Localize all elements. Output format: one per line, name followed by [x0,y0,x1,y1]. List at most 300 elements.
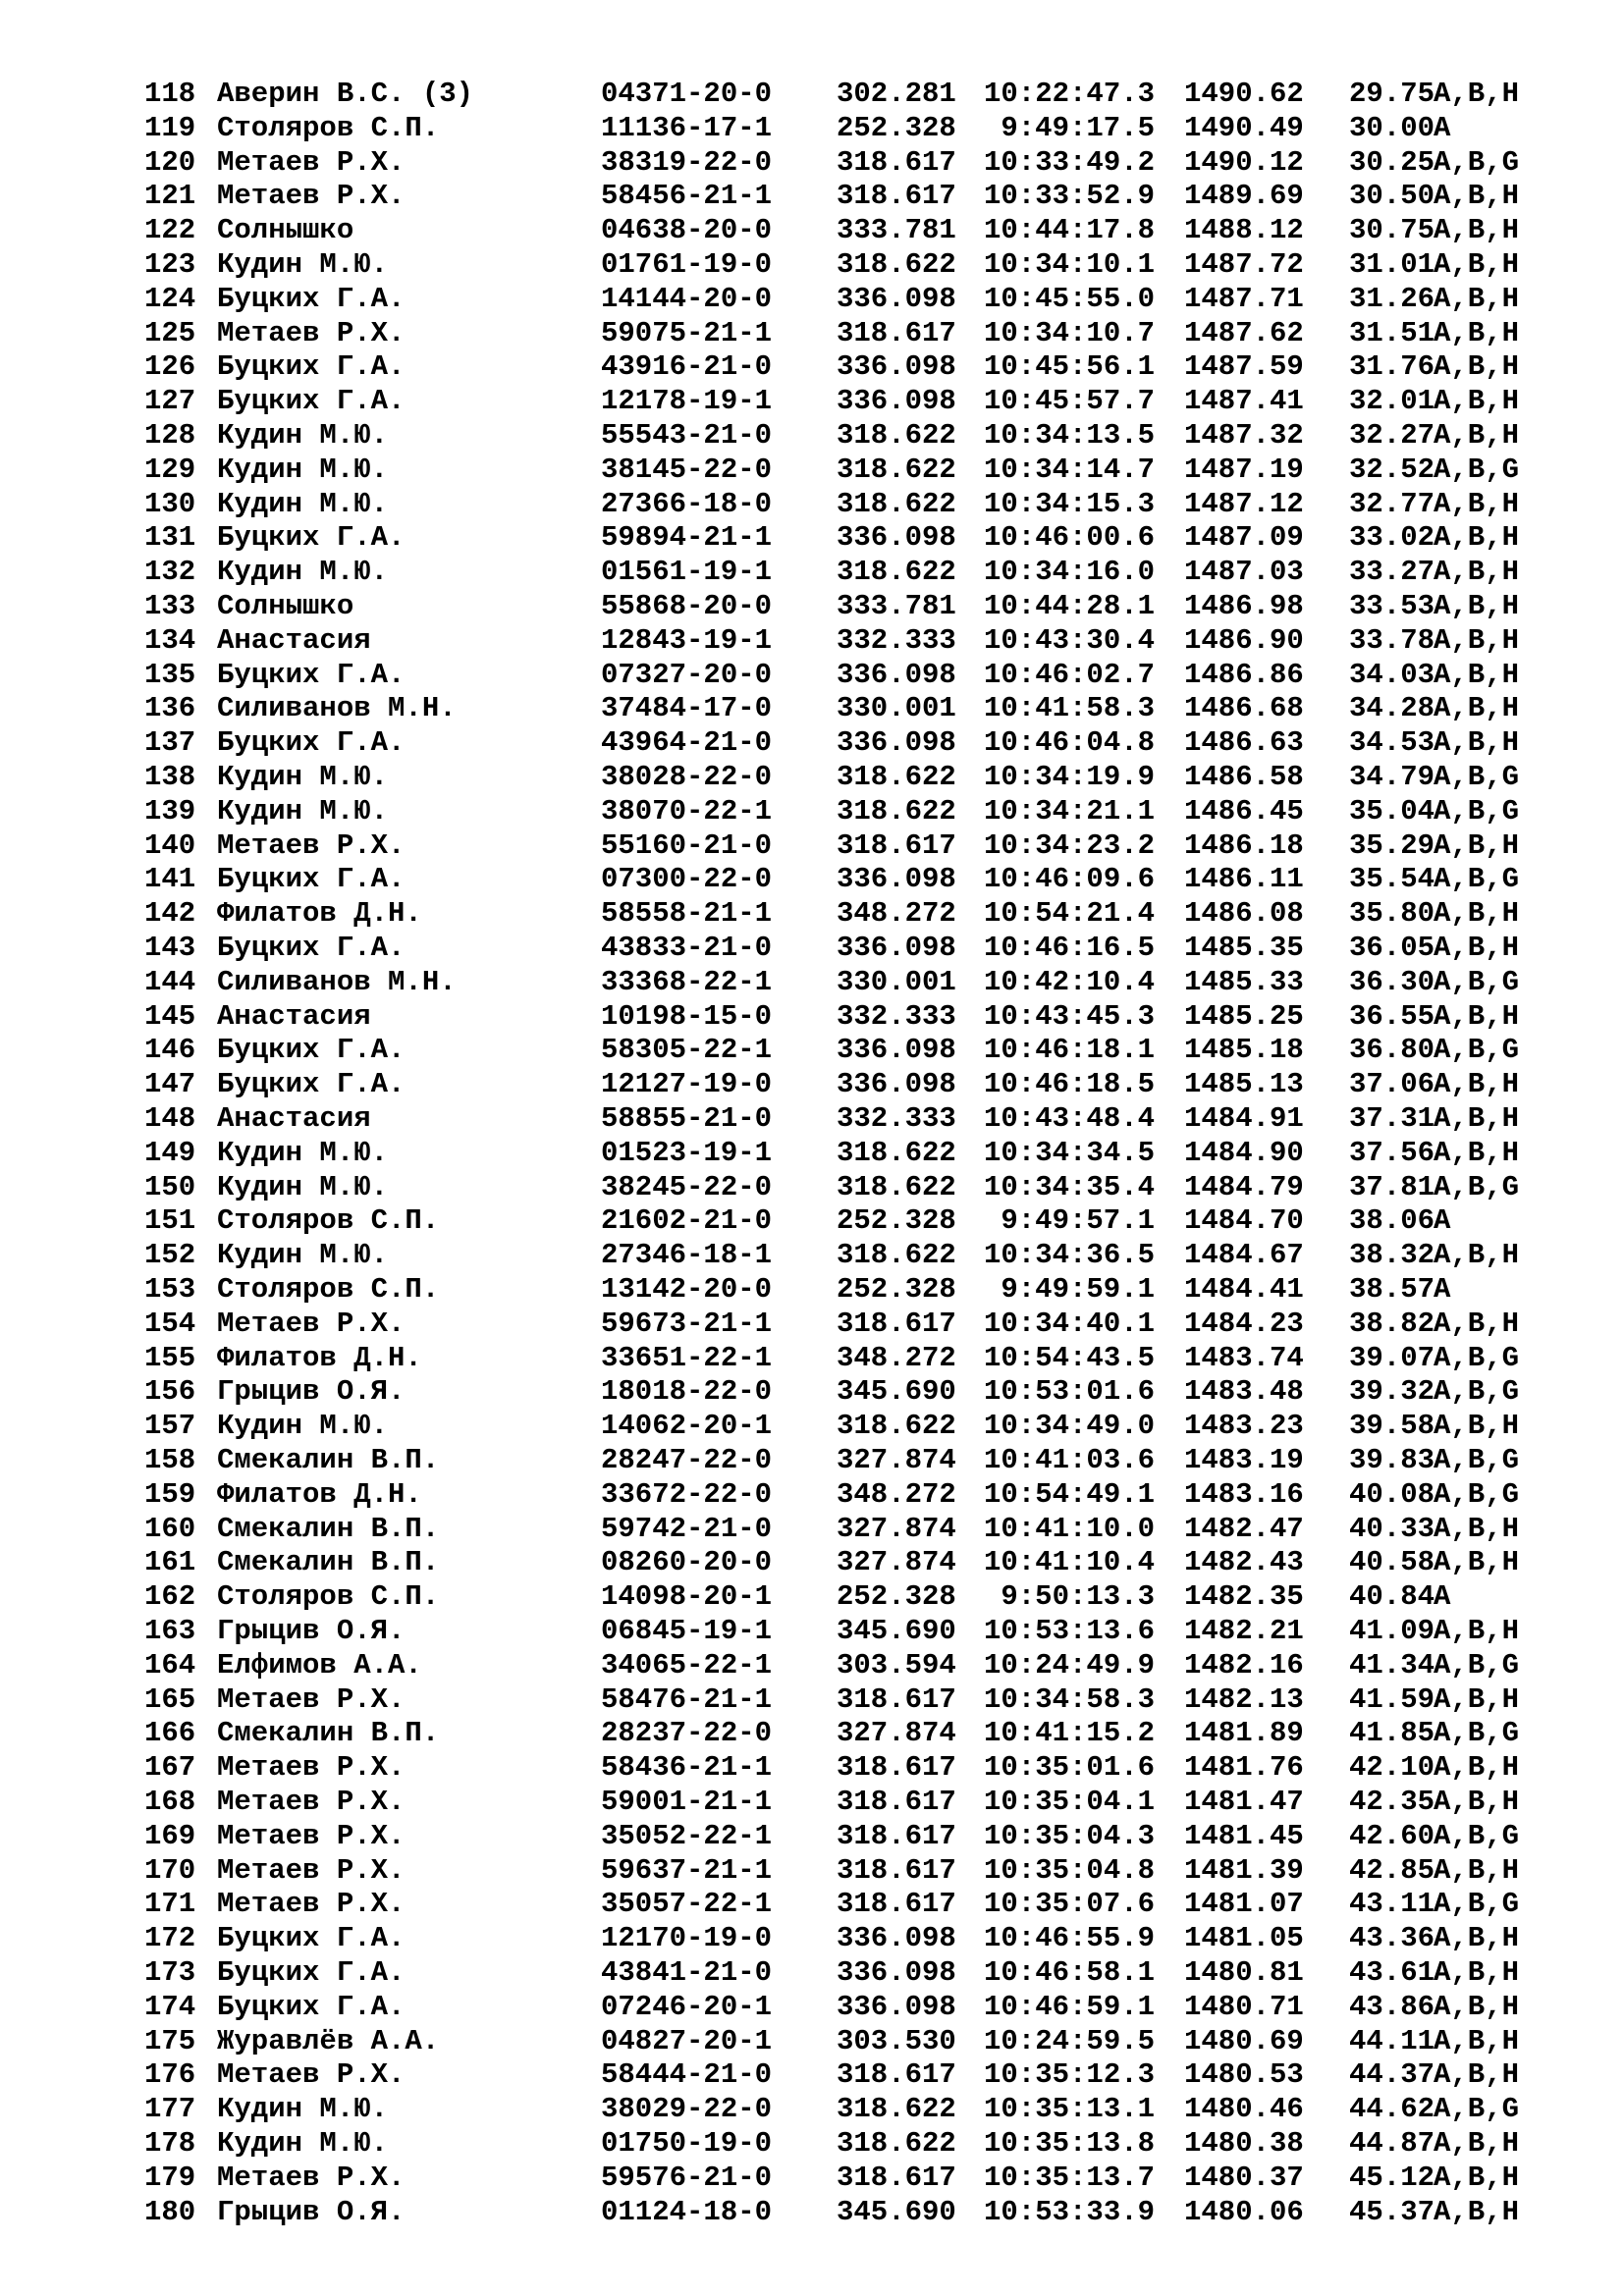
cell-distance: 332.333 [837,1102,956,1135]
cell-flags: A,B,G [1434,453,1520,486]
cell-speed: 1487.32 [1184,419,1304,452]
cell-name: Кудин М.Ю. [217,1239,389,1272]
cell-flags: A,B,H [1434,999,1520,1033]
cell-id: 38070-22-1 [601,794,773,828]
cell-flags: A,B,G [1434,1477,1520,1511]
cell-flags: A,B,G [1434,965,1520,998]
cell-name: Буцких Г.А. [217,1922,406,1955]
cell-name: Метаев Р.Х. [217,1682,406,1716]
cell-speed: 1486.90 [1184,623,1304,657]
table-row [0,761,1624,795]
cell-name: Буцких Г.А. [217,385,406,418]
cell-id: 28247-22-0 [601,1444,773,1476]
cell-id: 18018-22-0 [601,1375,773,1409]
cell-distance: 336.098 [837,350,956,384]
table-row [0,1751,1624,1786]
cell-distance: 318.617 [837,1786,956,1818]
cell-speed: 1481.45 [1184,1819,1304,1852]
cell-points: 40.33 [1349,1512,1435,1545]
cell-name: Смекалин В.П. [217,1512,440,1545]
cell-points: 39.83 [1349,1444,1435,1476]
cell-id: 01561-19-1 [601,556,773,589]
table-row [0,385,1624,419]
cell-speed: 1485.33 [1184,965,1304,998]
cell-points: 39.32 [1349,1375,1435,1409]
cell-name: Грыцив О.Я. [217,1375,406,1409]
cell-speed: 1480.81 [1184,1956,1304,1989]
cell-distance: 318.622 [837,487,956,520]
cell-name: Филатов Д.Н. [217,897,422,931]
table-row [0,726,1624,761]
cell-id: 35057-22-1 [601,1888,773,1921]
cell-points: 33.53 [1349,590,1435,622]
cell-name: Буцких Г.А. [217,1068,406,1101]
cell-distance: 330.001 [837,692,956,725]
cell-speed: 1481.89 [1184,1717,1304,1750]
cell-points: 37.81 [1349,1170,1435,1203]
cell-name: Столяров С.П. [217,111,440,144]
cell-distance: 336.098 [837,726,956,760]
cell-time: 10:53:01.6 [984,1375,1156,1409]
cell-id: 58558-21-1 [601,897,773,931]
cell-distance: 318.617 [837,1751,956,1785]
cell-points: 42.85 [1349,1853,1435,1887]
cell-time: 10:46:58.1 [984,1956,1156,1989]
cell-distance: 318.617 [837,316,956,349]
cell-place: 129 [144,453,196,486]
cell-place: 120 [144,145,196,179]
cell-time: 10:24:59.5 [984,2024,1156,2057]
cell-points: 42.60 [1349,1819,1435,1852]
cell-place: 173 [144,1956,196,1989]
cell-time: 10:43:48.4 [984,1102,1156,1135]
cell-place: 179 [144,2161,196,2194]
cell-flags: A,B,G [1434,1341,1520,1374]
cell-time: 10:22:47.3 [984,78,1156,110]
cell-distance: 336.098 [837,863,956,896]
cell-speed: 1480.38 [1184,2127,1304,2160]
cell-name: Анастасия [217,999,371,1033]
table-row [0,1204,1624,1239]
cell-time: 10:41:03.6 [984,1444,1156,1476]
cell-time: 10:43:45.3 [984,999,1156,1033]
table-row [0,1922,1624,1956]
cell-id: 59673-21-1 [601,1307,773,1340]
cell-time: 10:34:34.5 [984,1136,1156,1169]
table-row [0,1410,1624,1444]
cell-distance: 303.594 [837,1648,956,1682]
cell-name: Солнышко [217,214,354,247]
table-row [0,1171,1624,1205]
cell-points: 43.36 [1349,1922,1435,1955]
cell-distance: 327.874 [837,1546,956,1579]
cell-flags: A,B,H [1434,828,1520,862]
cell-place: 144 [144,965,196,998]
cell-place: 141 [144,863,196,896]
cell-time: 10:34:49.0 [984,1410,1156,1443]
cell-place: 133 [144,590,196,622]
cell-name: Кудин М.Ю. [217,419,389,452]
cell-id: 14062-20-1 [601,1410,773,1443]
cell-speed: 1485.13 [1184,1068,1304,1101]
table-row [0,1034,1624,1068]
cell-name: Метаев Р.Х. [217,145,406,179]
cell-flags: A,B,H [1434,1786,1520,1818]
cell-points: 31.01 [1349,248,1435,281]
cell-place: 175 [144,2024,196,2057]
cell-distance: 327.874 [837,1444,956,1476]
table-row [0,78,1624,112]
cell-points: 32.01 [1349,385,1435,418]
cell-place: 121 [144,180,196,213]
cell-distance: 318.622 [837,453,956,486]
cell-place: 150 [144,1170,196,1203]
cell-speed: 1486.08 [1184,897,1304,931]
cell-place: 122 [144,214,196,247]
cell-place: 169 [144,1819,196,1852]
cell-flags: A,B,H [1434,214,1520,247]
cell-distance: 318.617 [837,1682,956,1716]
cell-time: 9:49:17.5 [1001,111,1155,144]
cell-place: 164 [144,1648,196,1682]
cell-flags: A [1434,1204,1451,1238]
table-row [0,1478,1624,1513]
cell-id: 58436-21-1 [601,1751,773,1785]
cell-id: 12127-19-0 [601,1068,773,1101]
cell-id: 33651-22-1 [601,1341,773,1374]
cell-time: 9:49:57.1 [1001,1204,1155,1238]
cell-points: 34.28 [1349,692,1435,725]
cell-distance: 327.874 [837,1512,956,1545]
cell-place: 126 [144,350,196,384]
table-row [0,2127,1624,2162]
cell-time: 10:33:52.9 [984,180,1156,213]
table-row [0,214,1624,248]
cell-time: 10:54:43.5 [984,1341,1156,1374]
cell-speed: 1487.03 [1184,556,1304,589]
table-row [0,350,1624,385]
cell-time: 10:41:15.2 [984,1717,1156,1750]
cell-flags: A,B,G [1434,794,1520,828]
cell-id: 43916-21-0 [601,350,773,384]
table-row [0,1649,1624,1683]
cell-distance: 336.098 [837,1068,956,1101]
cell-time: 10:34:14.7 [984,453,1156,486]
cell-speed: 1489.69 [1184,180,1304,213]
cell-place: 140 [144,828,196,862]
cell-name: Грыцив О.Я. [217,2195,406,2228]
cell-id: 01750-19-0 [601,2127,773,2160]
cell-place: 124 [144,282,196,315]
cell-id: 01761-19-0 [601,248,773,281]
cell-flags: A [1434,111,1451,144]
cell-id: 01523-19-1 [601,1136,773,1169]
cell-flags: A,B,G [1434,1819,1520,1852]
cell-time: 10:45:56.1 [984,350,1156,384]
cell-flags: A,B,G [1434,1034,1520,1067]
cell-place: 123 [144,248,196,281]
cell-id: 59894-21-1 [601,521,773,555]
cell-speed: 1482.16 [1184,1648,1304,1682]
cell-distance: 318.617 [837,1819,956,1852]
cell-time: 10:44:28.1 [984,590,1156,622]
cell-name: Метаев Р.Х. [217,828,406,862]
cell-place: 159 [144,1477,196,1511]
table-row [0,1615,1624,1649]
cell-speed: 1484.41 [1184,1273,1304,1306]
cell-points: 45.37 [1349,2195,1435,2228]
cell-speed: 1486.18 [1184,828,1304,862]
table-row [0,146,1624,181]
cell-place: 149 [144,1136,196,1169]
cell-distance: 318.617 [837,1853,956,1887]
cell-points: 36.05 [1349,932,1435,964]
cell-time: 10:35:07.6 [984,1888,1156,1921]
cell-distance: 336.098 [837,385,956,418]
cell-name: Анастасия [217,623,371,657]
cell-id: 06845-19-1 [601,1615,773,1647]
table-row [0,829,1624,864]
cell-flags: A,B,G [1434,1648,1520,1682]
cell-speed: 1484.79 [1184,1170,1304,1203]
cell-points: 45.12 [1349,2161,1435,2194]
cell-flags: A,B,H [1434,1307,1520,1340]
cell-place: 167 [144,1751,196,1785]
cell-speed: 1490.49 [1184,111,1304,144]
table-row [0,1239,1624,1273]
cell-points: 41.34 [1349,1648,1435,1682]
cell-name: Кудин М.Ю. [217,2127,389,2160]
cell-points: 35.04 [1349,794,1435,828]
cell-points: 42.10 [1349,1751,1435,1785]
cell-distance: 336.098 [837,658,956,691]
cell-id: 21602-21-0 [601,1204,773,1238]
cell-time: 10:34:15.3 [984,487,1156,520]
cell-time: 10:35:12.3 [984,2058,1156,2092]
cell-flags: A,B,G [1434,1375,1520,1409]
table-row [0,2058,1624,2093]
cell-place: 130 [144,487,196,520]
cell-points: 31.26 [1349,282,1435,315]
cell-points: 44.37 [1349,2058,1435,2092]
cell-distance: 336.098 [837,1990,956,2023]
cell-flags: A,B,H [1434,350,1520,384]
cell-time: 10:35:13.7 [984,2161,1156,2194]
cell-name: Кудин М.Ю. [217,1136,389,1169]
cell-flags: A,B,G [1434,1444,1520,1476]
cell-flags: A [1434,1580,1451,1614]
cell-distance: 318.617 [837,1307,956,1340]
cell-speed: 1480.53 [1184,2058,1304,2092]
cell-name: Солнышко [217,590,354,622]
cell-time: 10:54:21.4 [984,897,1156,931]
cell-flags: A,B,H [1434,2127,1520,2160]
cell-time: 10:42:10.4 [984,965,1156,998]
cell-points: 30.50 [1349,180,1435,213]
cell-points: 32.77 [1349,487,1435,520]
cell-points: 30.00 [1349,111,1435,144]
table-row [0,1375,1624,1410]
cell-time: 10:34:36.5 [984,1239,1156,1272]
cell-points: 32.27 [1349,419,1435,452]
cell-place: 154 [144,1307,196,1340]
cell-flags: A,B,H [1434,419,1520,452]
cell-place: 125 [144,316,196,349]
cell-speed: 1484.67 [1184,1239,1304,1272]
cell-id: 04371-20-0 [601,78,773,110]
cell-flags: A,B,H [1434,1990,1520,2023]
cell-time: 10:46:59.1 [984,1990,1156,2023]
table-row [0,2162,1624,2196]
cell-id: 43833-21-0 [601,932,773,964]
cell-distance: 348.272 [837,1341,956,1374]
cell-points: 44.87 [1349,2127,1435,2160]
cell-id: 58456-21-1 [601,180,773,213]
cell-distance: 345.690 [837,1615,956,1647]
cell-distance: 330.001 [837,965,956,998]
cell-flags: A,B,H [1434,487,1520,520]
cell-points: 41.59 [1349,1682,1435,1716]
cell-id: 12170-19-0 [601,1922,773,1955]
cell-speed: 1487.09 [1184,521,1304,555]
cell-id: 38028-22-0 [601,761,773,793]
cell-points: 38.82 [1349,1307,1435,1340]
cell-time: 10:34:19.9 [984,761,1156,793]
cell-points: 43.61 [1349,1956,1435,1989]
cell-name: Кудин М.Ю. [217,761,389,793]
cell-name: Метаев Р.Х. [217,2161,406,2194]
table-row [0,1137,1624,1171]
cell-id: 59742-21-0 [601,1512,773,1545]
cell-points: 43.86 [1349,1990,1435,2023]
cell-name: Филатов Д.Н. [217,1477,422,1511]
cell-speed: 1483.23 [1184,1410,1304,1443]
cell-flags: A,B,H [1434,316,1520,349]
cell-name: Метаев Р.Х. [217,1786,406,1818]
cell-points: 35.29 [1349,828,1435,862]
cell-place: 143 [144,932,196,964]
cell-name: Буцких Г.А. [217,282,406,315]
cell-distance: 333.781 [837,214,956,247]
table-row [0,966,1624,1000]
cell-points: 29.75 [1349,78,1435,110]
cell-place: 166 [144,1717,196,1750]
cell-name: Буцких Г.А. [217,863,406,896]
table-row [0,1786,1624,1820]
cell-distance: 336.098 [837,1956,956,1989]
cell-name: Буцких Г.А. [217,521,406,555]
cell-points: 33.02 [1349,521,1435,555]
cell-id: 27366-18-0 [601,487,773,520]
cell-speed: 1480.71 [1184,1990,1304,2023]
cell-name: Смекалин В.П. [217,1546,440,1579]
cell-time: 10:34:40.1 [984,1307,1156,1340]
cell-points: 35.54 [1349,863,1435,896]
cell-time: 10:46:18.1 [984,1034,1156,1067]
cell-place: 139 [144,794,196,828]
cell-speed: 1484.23 [1184,1307,1304,1340]
cell-speed: 1483.74 [1184,1341,1304,1374]
cell-flags: A,B,H [1434,282,1520,315]
cell-time: 10:34:23.2 [984,828,1156,862]
table-row [0,556,1624,590]
cell-distance: 318.622 [837,1136,956,1169]
cell-id: 59075-21-1 [601,316,773,349]
cell-time: 10:43:30.4 [984,623,1156,657]
cell-speed: 1490.12 [1184,145,1304,179]
cell-points: 41.09 [1349,1615,1435,1647]
cell-id: 33368-22-1 [601,965,773,998]
cell-id: 12178-19-1 [601,385,773,418]
cell-place: 158 [144,1444,196,1476]
cell-id: 59001-21-1 [601,1786,773,1818]
cell-place: 132 [144,556,196,589]
cell-speed: 1485.18 [1184,1034,1304,1067]
cell-place: 151 [144,1204,196,1238]
cell-distance: 318.617 [837,2161,956,2194]
cell-speed: 1483.16 [1184,1477,1304,1511]
cell-flags: A,B,H [1434,1239,1520,1272]
cell-time: 10:33:49.2 [984,145,1156,179]
cell-name: Кудин М.Ю. [217,487,389,520]
cell-distance: 327.874 [837,1717,956,1750]
table-row [0,180,1624,214]
cell-place: 168 [144,1786,196,1818]
cell-flags: A,B,H [1434,385,1520,418]
cell-id: 35052-22-1 [601,1819,773,1852]
cell-name: Елфимов А.А. [217,1648,422,1682]
cell-flags: A,B,H [1434,658,1520,691]
cell-points: 36.55 [1349,999,1435,1033]
table-row [0,659,1624,693]
cell-name: Буцких Г.А. [217,726,406,760]
cell-distance: 318.622 [837,248,956,281]
cell-points: 41.85 [1349,1717,1435,1750]
cell-speed: 1486.68 [1184,692,1304,725]
cell-place: 177 [144,2093,196,2126]
cell-distance: 332.333 [837,623,956,657]
cell-place: 128 [144,419,196,452]
cell-place: 147 [144,1068,196,1101]
cell-name: Буцких Г.А. [217,1034,406,1067]
cell-distance: 318.622 [837,761,956,793]
cell-points: 38.06 [1349,1204,1435,1238]
cell-flags: A,B,G [1434,2093,1520,2126]
cell-distance: 336.098 [837,932,956,964]
cell-points: 34.79 [1349,761,1435,793]
cell-place: 148 [144,1102,196,1135]
cell-points: 38.57 [1349,1273,1435,1306]
cell-points: 34.53 [1349,726,1435,760]
cell-time: 10:46:18.5 [984,1068,1156,1101]
cell-time: 10:35:13.8 [984,2127,1156,2160]
cell-id: 01124-18-0 [601,2195,773,2228]
cell-speed: 1484.70 [1184,1204,1304,1238]
cell-speed: 1484.91 [1184,1102,1304,1135]
cell-flags: A,B,H [1434,590,1520,622]
table-row [0,112,1624,146]
table-row [0,521,1624,556]
cell-speed: 1481.39 [1184,1853,1304,1887]
cell-name: Смекалин В.П. [217,1444,440,1476]
cell-id: 11136-17-1 [601,111,773,144]
cell-name: Метаев Р.Х. [217,1853,406,1887]
cell-place: 145 [144,999,196,1033]
cell-place: 156 [144,1375,196,1409]
table-row [0,454,1624,488]
cell-distance: 318.617 [837,2058,956,2092]
cell-id: 34065-22-1 [601,1648,773,1682]
